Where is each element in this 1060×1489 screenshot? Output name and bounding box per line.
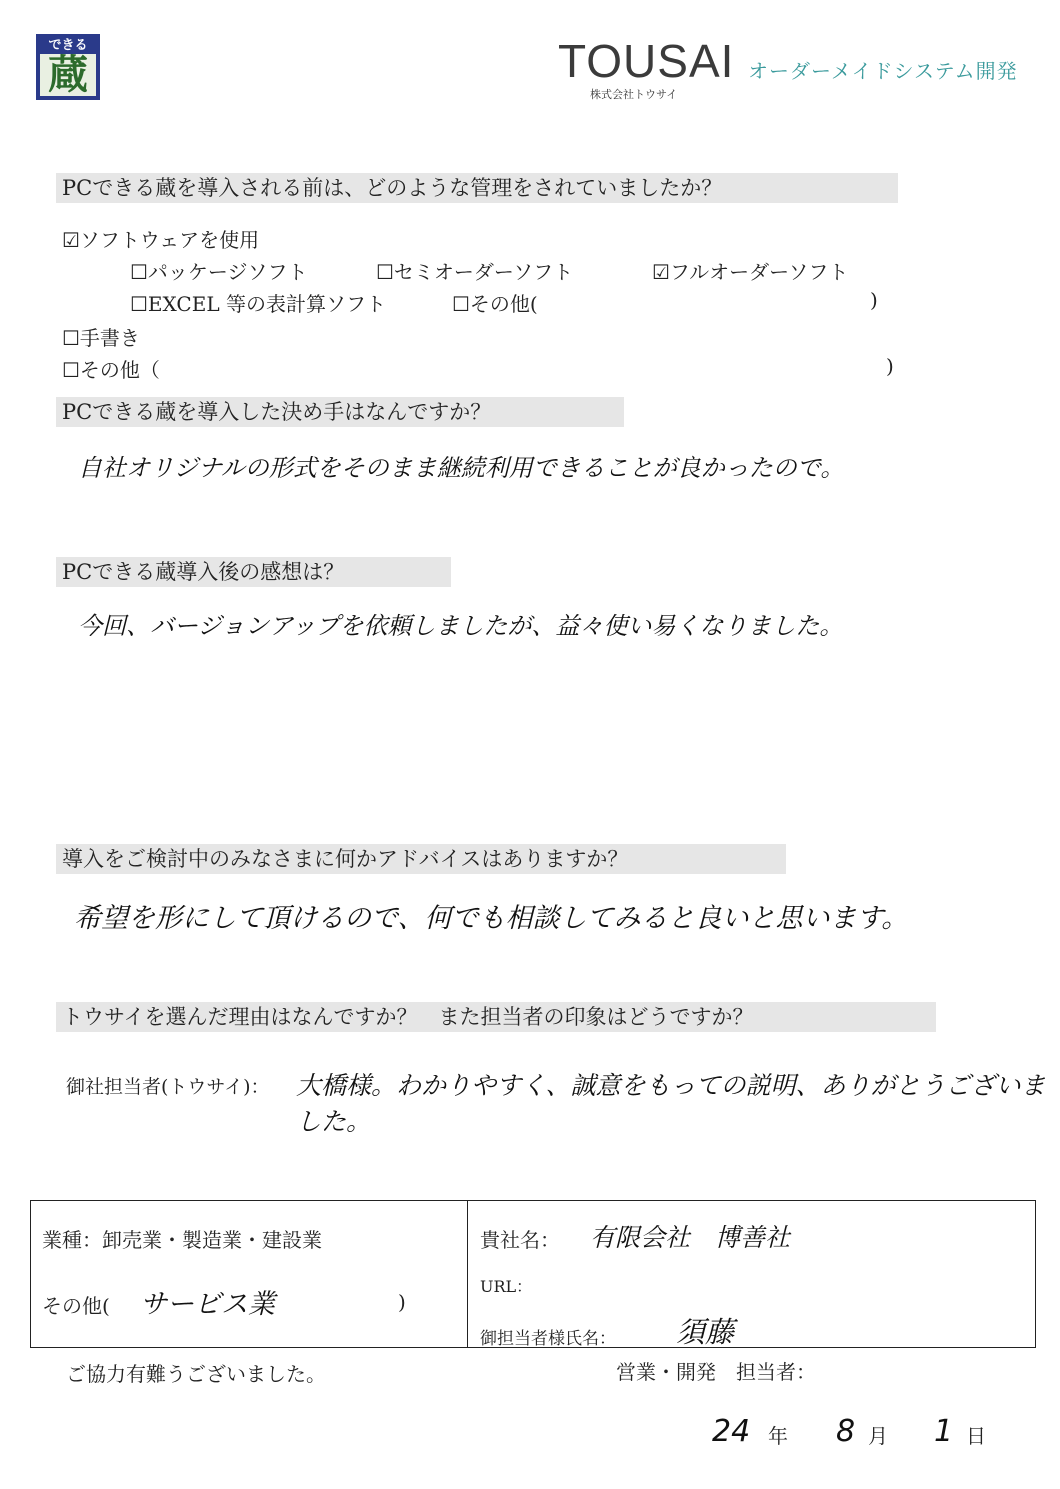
- date-year: 24: [712, 1414, 751, 1449]
- industry-options: 業種：卸売業・製造業・建設業: [42, 1228, 322, 1252]
- contact-label: 御担当者様氏名：: [480, 1329, 616, 1349]
- url-label: URL：: [480, 1277, 533, 1296]
- question-5: トウサイを選んだ理由はなんですか？ また担当者の印象はどうですか？: [56, 1002, 936, 1032]
- industry-other-label: その他(: [42, 1294, 110, 1318]
- staff-in-charge-label: 営業・開発 担当者：: [616, 1360, 816, 1384]
- day-unit: 日: [966, 1424, 986, 1448]
- brand-tagline: オーダーメイドシステム開発: [748, 59, 1018, 83]
- month-unit: 月: [868, 1424, 888, 1448]
- brand-name: TOUSAI: [558, 35, 735, 87]
- option-other-software-close: ): [870, 288, 878, 312]
- company-value[interactable]: 有限会社 博善社: [590, 1223, 791, 1252]
- form-divider: [467, 1200, 468, 1348]
- logo-kanji: 蔵: [48, 52, 88, 98]
- answer-4: 希望を形にして頂けるので、何でも相談してみると良いと思います。: [74, 903, 909, 934]
- option-handwritten[interactable]: ☐手書き: [62, 326, 140, 350]
- option-semi-order[interactable]: ☐セミオーダーソフト: [376, 260, 574, 284]
- question-1: PCできる蔵を導入される前は、どのような管理をされていましたか？: [56, 173, 898, 203]
- option-package[interactable]: ☐パッケージソフト: [130, 260, 308, 284]
- option-other[interactable]: ☐その他（: [62, 358, 160, 382]
- staff-label: 御社担当者(トウサイ)：: [66, 1076, 270, 1098]
- answer-5: 大橋様。わかりやすく、誠意をもっての説明、ありがとうございました。: [296, 1071, 1046, 1136]
- option-other-software[interactable]: ☐その他(: [452, 292, 538, 316]
- industry-other-value[interactable]: サービス業: [140, 1289, 275, 1320]
- question-2: PCできる蔵を導入した決め手はなんですか？: [56, 397, 624, 427]
- question-3: PCできる蔵導入後の感想は？: [56, 557, 451, 587]
- option-spreadsheet[interactable]: ☐EXCEL 等の表計算ソフト: [130, 292, 386, 316]
- date-day: 1: [934, 1414, 954, 1449]
- company-name: 株式会社トウサイ: [590, 88, 678, 101]
- logo: [36, 34, 100, 100]
- contact-value[interactable]: 須藤: [676, 1315, 735, 1349]
- question-4: 導入をご検討中のみなさまに何かアドバイスはありますか？: [56, 844, 786, 874]
- company-label: 貴社名：: [480, 1228, 560, 1252]
- option-other-close: ): [886, 354, 894, 378]
- option-software[interactable]: ☑ソフトウェアを使用: [62, 228, 260, 252]
- year-unit: 年: [768, 1424, 788, 1448]
- answer-2: 自社オリジナルの形式をそのまま継続利用できることが良かったので。: [78, 454, 845, 482]
- date-month: 8: [836, 1414, 856, 1449]
- thanks-text: ご協力有難うございました。: [66, 1362, 326, 1386]
- option-full-order[interactable]: ☑フルオーダーソフト: [652, 260, 849, 284]
- industry-other-close: ): [398, 1290, 406, 1314]
- answer-3: 今回、バージョンアップを依頼しましたが、益々使い易くなりました。: [78, 612, 844, 640]
- logo-top-text: できる: [40, 38, 96, 54]
